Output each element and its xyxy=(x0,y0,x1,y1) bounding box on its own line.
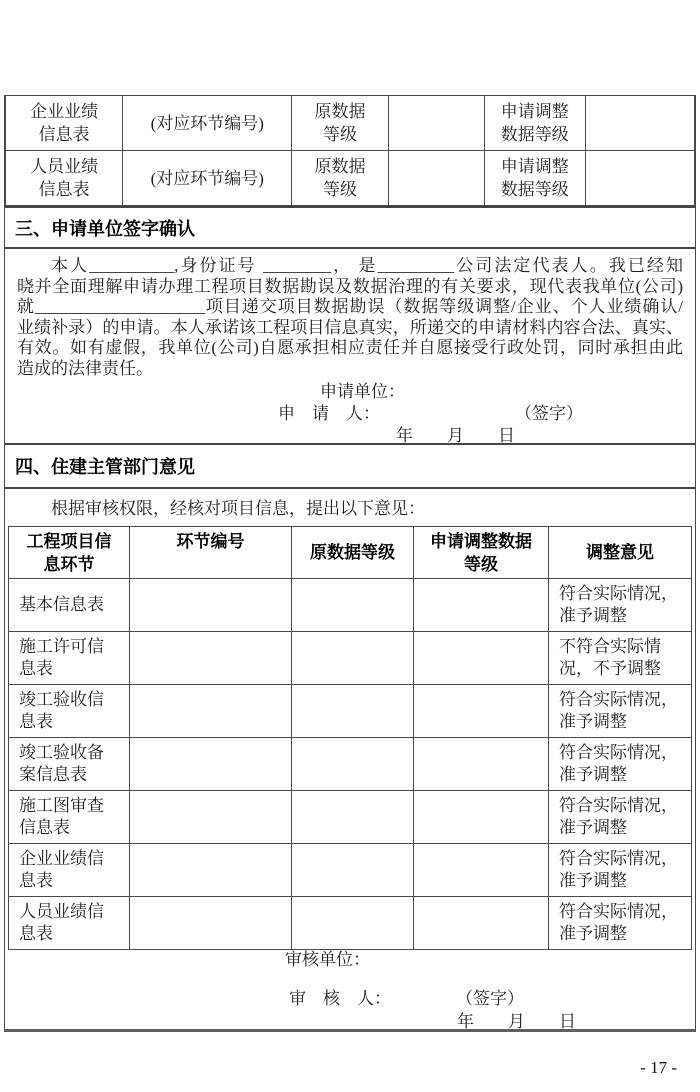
table-row xyxy=(6,96,695,151)
opinion-cell: 符合实际情况，准予调整 xyxy=(549,738,692,791)
section3-title: 三、申请单位签字确认 xyxy=(15,218,195,239)
stage-name-cell: 企业业绩信息表 xyxy=(6,96,123,151)
link-no-cell xyxy=(130,738,292,791)
paragraph-line: 业绩补录）的申请。本人承诺该工程项目信息真实，所递交的申请材料内容合法、真实、 xyxy=(17,317,683,337)
paragraph-line: 造成的法律责任。 xyxy=(17,358,153,378)
applicant-label: 申 请 人： xyxy=(278,404,380,423)
column-header-adjust-grade: 申请调整数据等级 xyxy=(414,527,549,579)
section3-content xyxy=(5,249,695,443)
performance-info-table xyxy=(5,95,695,206)
stage-cell: 基本信息表 xyxy=(9,579,130,632)
form-outer-border xyxy=(4,95,696,1032)
adjust-grade-value-cell xyxy=(585,96,694,151)
adjust-grade-cell xyxy=(414,738,549,791)
column-header-orig-grade: 原数据等级 xyxy=(292,527,414,579)
link-no-cell xyxy=(130,844,292,897)
table-row xyxy=(9,632,692,685)
adjust-grade-cell xyxy=(414,897,549,950)
adjust-grade-label-cell: 申请调整数据等级 xyxy=(484,151,585,206)
table-row xyxy=(9,579,692,632)
review-opinion-table xyxy=(8,526,692,950)
opinion-cell: 符合实际情况，准予调整 xyxy=(549,897,692,950)
table-row xyxy=(9,897,692,950)
adjust-grade-label-cell: 申请调整数据等级 xyxy=(484,96,585,151)
link-no-cell xyxy=(130,897,292,950)
opinion-cell: 符合实际情况，准予调整 xyxy=(549,685,692,738)
stage-cell: 企业业绩信息表 xyxy=(9,844,130,897)
link-no-cell xyxy=(130,632,292,685)
signature-hint-label: （签字） xyxy=(456,989,524,1008)
orig-grade-value-cell xyxy=(388,96,484,151)
orig-grade-value-cell xyxy=(388,151,484,206)
opinion-cell: 符合实际情况，准予调整 xyxy=(549,579,692,632)
section3-header xyxy=(5,206,695,249)
orig-grade-cell xyxy=(292,685,414,738)
stage-cell: 人员业绩信息表 xyxy=(9,897,130,950)
link-ref-cell: (对应环节编号) xyxy=(123,151,292,206)
section4-header xyxy=(5,443,695,489)
table-header-row xyxy=(9,527,692,579)
applicant-unit-label: 申请单位： xyxy=(320,382,405,401)
orig-grade-cell xyxy=(292,738,414,791)
signature-hint-label: （签字） xyxy=(515,404,583,423)
paragraph-line: 有效。如有虚假，我单位(公司)自愿承担相应责任并自愿接受行政处罚，同时承担由此 xyxy=(17,338,683,357)
review-intro-text: 根据审核权限，经核对项目信息，提出以下意见： xyxy=(51,499,425,518)
column-header-stage: 工程项目信息环节 xyxy=(9,527,130,579)
opinion-cell: 不符合实际情况，不予调整 xyxy=(549,632,692,685)
stage-cell: 施工图审查信息表 xyxy=(9,791,130,844)
section4-content xyxy=(5,489,695,1033)
paragraph-line: 晓并全面理解申请办理工程项目数据勘误及数据治理的有关要求，现代表我单位(公司) xyxy=(17,276,683,296)
column-header-link-no: 环节编号 xyxy=(130,527,292,579)
orig-grade-cell xyxy=(292,632,414,685)
orig-grade-cell xyxy=(292,791,414,844)
orig-grade-cell xyxy=(292,844,414,897)
date-label: 年 月 日 xyxy=(457,1012,576,1031)
table-row xyxy=(9,738,692,791)
adjust-grade-cell xyxy=(414,579,549,632)
adjust-grade-cell xyxy=(414,685,549,738)
link-ref-cell: (对应环节编号) xyxy=(123,96,292,151)
column-header-opinion: 调整意见 xyxy=(549,527,692,579)
paragraph-line: 本人__________,身份证号 ________， 是_________公司法定代表人。我已经知 xyxy=(51,256,683,275)
adjust-grade-cell xyxy=(414,632,549,685)
table-row xyxy=(9,844,692,897)
link-no-cell xyxy=(130,685,292,738)
review-unit-label: 审核单位： xyxy=(285,950,370,969)
orig-grade-label-cell: 原数据等级 xyxy=(292,151,388,206)
paragraph-line: 就____________________项目递交项目数据勘误（数据等级调整/企业、个人业绩确认/ xyxy=(17,297,683,316)
date-label: 年 月 日 xyxy=(396,426,515,445)
reviewer-label: 审 核 人： xyxy=(289,989,391,1008)
adjust-grade-cell xyxy=(414,791,549,844)
stage-cell: 竣工验收信息表 xyxy=(9,685,130,738)
orig-grade-cell xyxy=(292,897,414,950)
adjust-grade-cell xyxy=(414,844,549,897)
link-no-cell xyxy=(130,791,292,844)
page-number: - 17 - xyxy=(640,1058,677,1077)
adjust-grade-value-cell xyxy=(585,151,694,206)
stage-cell: 施工许可信息表 xyxy=(9,632,130,685)
orig-grade-cell xyxy=(292,579,414,632)
orig-grade-label-cell: 原数据等级 xyxy=(292,96,388,151)
table-row xyxy=(9,685,692,738)
link-no-cell xyxy=(130,579,292,632)
stage-cell: 竣工验收备案信息表 xyxy=(9,738,130,791)
table-row xyxy=(9,791,692,844)
opinion-cell: 符合实际情况，准予调整 xyxy=(549,791,692,844)
table-row xyxy=(6,151,695,206)
stage-name-cell: 人员业绩信息表 xyxy=(6,151,123,206)
opinion-cell: 符合实际情况，准予调整 xyxy=(549,844,692,897)
declaration-paragraph xyxy=(5,249,695,379)
section4-title: 四、住建主管部门意见 xyxy=(15,457,195,477)
